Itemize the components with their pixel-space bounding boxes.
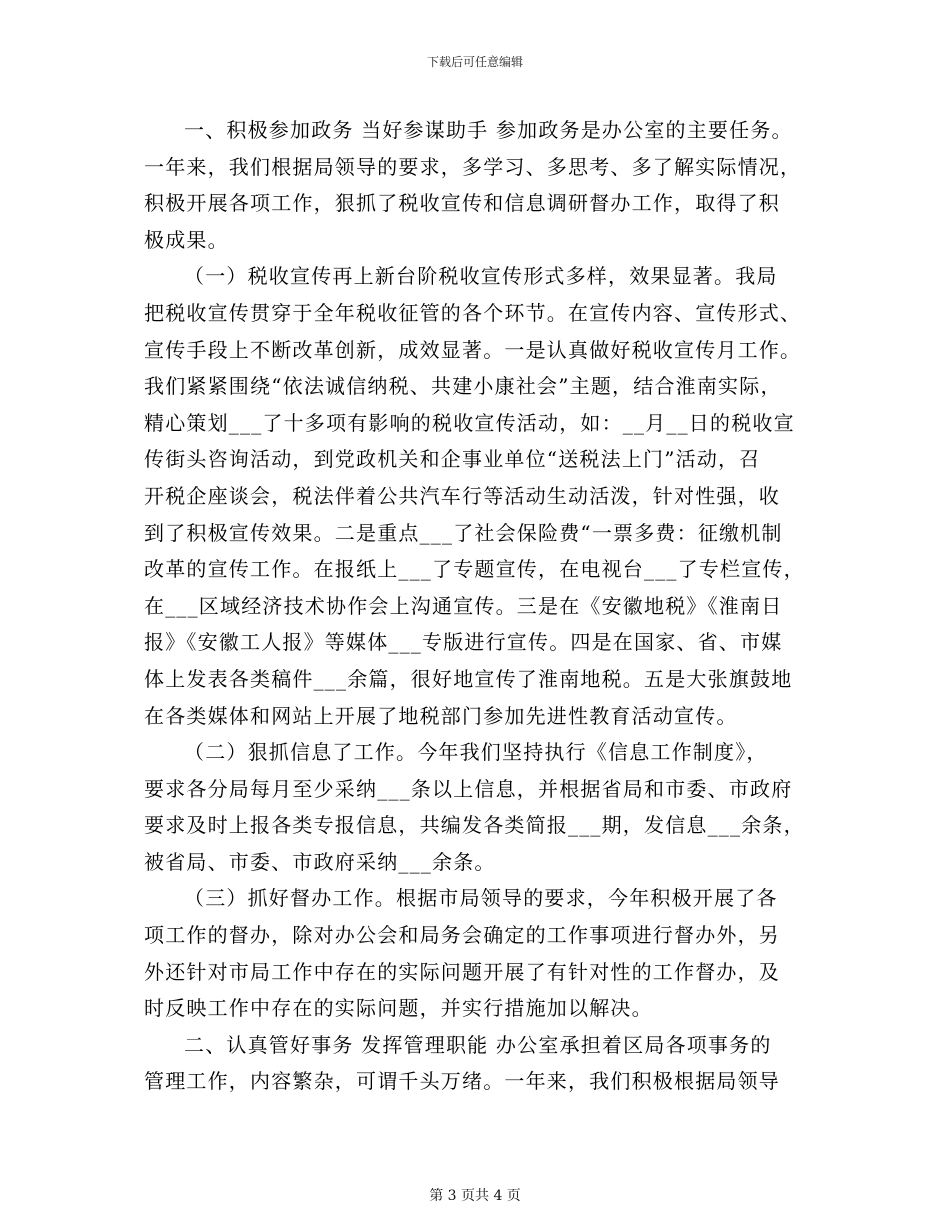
text-line: 在___区域经济技术协作会上沟通宣传。三是在《安徽地税》《淮南日 — [144, 593, 783, 618]
text-line: 改革的宣传工作。在报纸上___了专题宣传，在电视台___了专栏宣传， — [144, 557, 805, 582]
text-line: 把税收宣传贯穿于全年税收征管的各个环节。在宣传内容、宣传形式、 — [144, 300, 802, 325]
document-body — [144, 112, 810, 1100]
text-line: 到了积极宣传效果。二是重点___了社会保险费“一票多费：征缴机制 — [144, 520, 783, 545]
text-line: 一、积极参加政务 当好参谋助手 参加政务是办公室的主要任务。 — [184, 118, 793, 142]
text-line: （二）狠抓信息了工作。今年我们坚持执行《信息工作制度》， — [184, 740, 768, 765]
text-line: 时反映工作中存在的实际问题，并实行措施加以解决。 — [144, 996, 653, 1021]
text-line: 我们紧紧围绕“依法诚信纳税、共建小康社会”主题，结合淮南实际， — [144, 374, 782, 399]
page-header: 下载后可任意编辑 — [426, 55, 523, 69]
text-line: （一）税收宣传再上新台阶税收宣传形式多样，效果显著。我局 — [184, 264, 778, 289]
page-footer: 第 3 页共 4 页 — [429, 1188, 521, 1204]
text-line: 精心策划___了十多项有影响的税收宣传活动，如：__月__日的税收宣 — [144, 410, 795, 435]
text-line: 极成果。 — [144, 227, 229, 252]
text-line: 体上发表各类稿件___余篇，很好地宣传了淮南地税。五是大张旗鼓地 — [144, 666, 793, 691]
text-line: 被省局、市委、市政府采纳___余条。 — [144, 849, 496, 874]
text-line: 报》《安徽工人报》等媒体___专版进行宣传。四是在国家、省、市媒 — [144, 630, 783, 655]
text-line: 管理工作，内容繁杂，可谓千头万绪。一年来，我们积极根据局领导 — [144, 1069, 780, 1094]
text-line: 二、认真管好事务 发挥管理职能 办公室承担着区局各项事务的 — [184, 1032, 772, 1057]
text-line: 开税企座谈会，税法伴着公共汽车行等活动生动活泼，针对性强，收 — [144, 483, 780, 508]
text-line: 一年来，我们根据局领导的要求，多学习、多思考、多了解实际情况， — [144, 154, 802, 179]
text-line: 在各类媒体和网站上开展了地税部门参加先进性教育活动宣传。 — [144, 703, 738, 728]
text-line: 要求及时上报各类专报信息，共编发各类简报___期，发信息___余条， — [144, 813, 805, 838]
text-line: 项工作的督办，除对办公会和局务会确定的工作事项进行督办外，另 — [144, 923, 780, 948]
text-line: 传街头咨询活动，到党政机关和企事业单位“送税法上门”活动，召 — [144, 447, 761, 472]
text-line: 外还针对市局工作中存在的实际问题开展了有针对性的工作督办，及 — [144, 959, 780, 984]
text-line: 要求各分局每月至少采纳___条以上信息，并根据省局和市委、市政府 — [144, 776, 793, 801]
text-line: （三）抓好督办工作。根据市局领导的要求，今年积极开展了各 — [184, 886, 778, 911]
text-line: 积极开展各项工作，狠抓了税收宣传和信息调研督办工作，取得了积 — [144, 191, 780, 216]
text-line: 宣传手段上不断改革创新，成效显著。一是认真做好税收宣传月工作。 — [144, 337, 802, 362]
